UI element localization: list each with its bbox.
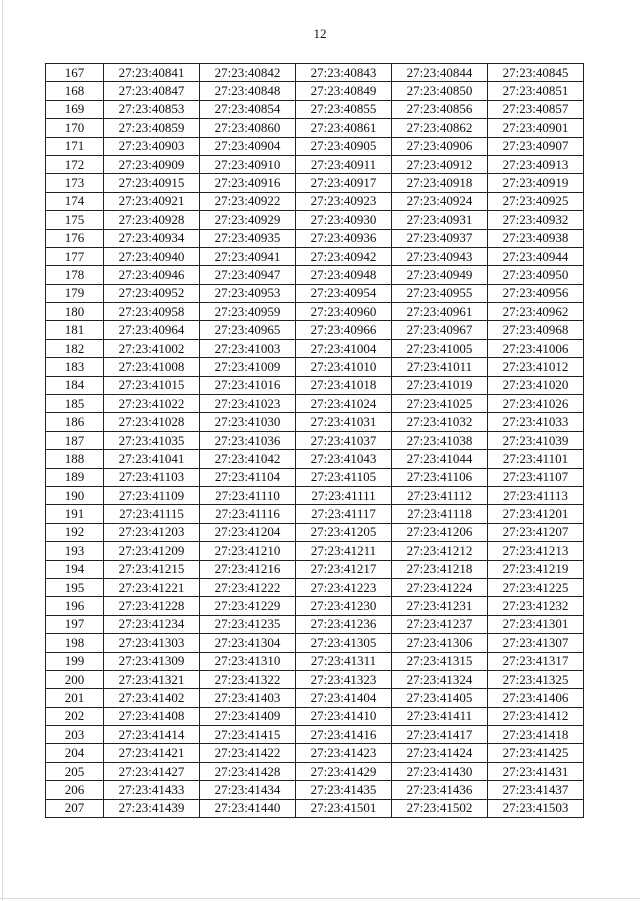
row-number-cell: 201 — [46, 689, 104, 707]
cadastral-number-cell: 27:23:40940 — [104, 247, 200, 265]
cadastral-number-cell: 27:23:40844 — [392, 64, 488, 82]
row-number-cell: 174 — [46, 192, 104, 210]
table-row — [46, 303, 584, 321]
cadastral-number-cell: 27:23:41115 — [104, 505, 200, 523]
cadastral-number-cell: 27:23:40903 — [104, 137, 200, 155]
cadastral-number-cell: 27:23:41424 — [392, 744, 488, 762]
cadastral-number-cell: 27:23:41113 — [488, 486, 584, 504]
cadastral-number-cell: 27:23:41215 — [104, 560, 200, 578]
cadastral-number-cell: 27:23:40919 — [488, 174, 584, 192]
cadastral-number-cell: 27:23:40909 — [104, 155, 200, 173]
cadastral-number-cell: 27:23:41109 — [104, 486, 200, 504]
cadastral-number-cell: 27:23:41032 — [392, 413, 488, 431]
table-row — [46, 376, 584, 394]
cadastral-number-cell: 27:23:41110 — [200, 486, 296, 504]
cadastral-number-cell: 27:23:41402 — [104, 689, 200, 707]
cadastral-number-cell: 27:23:41307 — [488, 634, 584, 652]
cadastral-number-cell: 27:23:40924 — [392, 192, 488, 210]
row-number-cell: 167 — [46, 64, 104, 82]
cadastral-number-cell: 27:23:41011 — [392, 358, 488, 376]
row-number-cell: 186 — [46, 413, 104, 431]
table-row — [46, 321, 584, 339]
cadastral-number-cell: 27:23:41434 — [200, 781, 296, 799]
table-row — [46, 615, 584, 633]
cadastral-number-cell: 27:23:41042 — [200, 450, 296, 468]
table-row — [46, 450, 584, 468]
cadastral-number-cell: 27:23:41228 — [104, 597, 200, 615]
cadastral-number-cell: 27:23:40905 — [296, 137, 392, 155]
row-number-cell: 179 — [46, 284, 104, 302]
cadastral-number-cell: 27:23:41213 — [488, 542, 584, 560]
table-row — [46, 247, 584, 265]
cadastral-number-cell: 27:23:40964 — [104, 321, 200, 339]
table-row — [46, 64, 584, 82]
row-number-cell: 172 — [46, 155, 104, 173]
cadastral-table-container — [45, 63, 584, 818]
cadastral-number-cell: 27:23:41038 — [392, 431, 488, 449]
row-number-cell: 189 — [46, 468, 104, 486]
row-number-cell: 206 — [46, 781, 104, 799]
cadastral-number-cell: 27:23:41116 — [200, 505, 296, 523]
cadastral-number-cell: 27:23:41221 — [104, 578, 200, 596]
table-row — [46, 266, 584, 284]
cadastral-number-cell: 27:23:41043 — [296, 450, 392, 468]
cadastral-number-cell: 27:23:40922 — [200, 192, 296, 210]
table-row — [46, 523, 584, 541]
cadastral-number-cell: 27:23:40850 — [392, 82, 488, 100]
cadastral-number-cell: 27:23:40967 — [392, 321, 488, 339]
cadastral-number-cell: 27:23:40966 — [296, 321, 392, 339]
cadastral-number-cell: 27:23:41410 — [296, 707, 392, 725]
cadastral-number-cell: 27:23:41317 — [488, 652, 584, 670]
cadastral-number-cell: 27:23:41229 — [200, 597, 296, 615]
cadastral-number-cell: 27:23:40843 — [296, 64, 392, 82]
cadastral-number-cell: 27:23:41222 — [200, 578, 296, 596]
cadastral-number-cell: 27:23:41439 — [104, 799, 200, 817]
cadastral-number-cell: 27:23:41205 — [296, 523, 392, 541]
cadastral-number-cell: 27:23:41310 — [200, 652, 296, 670]
cadastral-number-cell: 27:23:41009 — [200, 358, 296, 376]
cadastral-number-cell: 27:23:41003 — [200, 339, 296, 357]
row-number-cell: 170 — [46, 119, 104, 137]
cadastral-number-cell: 27:23:41203 — [104, 523, 200, 541]
cadastral-number-cell: 27:23:40915 — [104, 174, 200, 192]
cadastral-number-cell: 27:23:41111 — [296, 486, 392, 504]
cadastral-number-cell: 27:23:40937 — [392, 229, 488, 247]
cadastral-number-cell: 27:23:41019 — [392, 376, 488, 394]
cadastral-number-cell: 27:23:40961 — [392, 303, 488, 321]
row-number-cell: 183 — [46, 358, 104, 376]
cadastral-number-cell: 27:23:41418 — [488, 726, 584, 744]
cadastral-number-cell: 27:23:41409 — [200, 707, 296, 725]
cadastral-number-cell: 27:23:40938 — [488, 229, 584, 247]
row-number-cell: 196 — [46, 597, 104, 615]
cadastral-number-cell: 27:23:41322 — [200, 670, 296, 688]
cadastral-number-cell: 27:23:40941 — [200, 247, 296, 265]
table-row — [46, 211, 584, 229]
cadastral-number-cell: 27:23:41437 — [488, 781, 584, 799]
cadastral-number-cell: 27:23:40931 — [392, 211, 488, 229]
row-number-cell: 199 — [46, 652, 104, 670]
table-row — [46, 100, 584, 118]
cadastral-number-cell: 27:23:41224 — [392, 578, 488, 596]
cadastral-number-cell: 27:23:40912 — [392, 155, 488, 173]
cadastral-number-cell: 27:23:41236 — [296, 615, 392, 633]
cadastral-number-cell: 27:23:41037 — [296, 431, 392, 449]
table-row — [46, 652, 584, 670]
cadastral-number-cell: 27:23:41018 — [296, 376, 392, 394]
row-number-cell: 182 — [46, 339, 104, 357]
table-row — [46, 119, 584, 137]
cadastral-number-cell: 27:23:40841 — [104, 64, 200, 82]
cadastral-number-cell: 27:23:40943 — [392, 247, 488, 265]
cadastral-number-cell: 27:23:41035 — [104, 431, 200, 449]
cadastral-number-cell: 27:23:40965 — [200, 321, 296, 339]
cadastral-number-cell: 27:23:41204 — [200, 523, 296, 541]
row-number-cell: 176 — [46, 229, 104, 247]
table-row — [46, 155, 584, 173]
cadastral-number-cell: 27:23:41431 — [488, 762, 584, 780]
cadastral-number-cell: 27:23:40952 — [104, 284, 200, 302]
cadastral-number-cell: 27:23:40904 — [200, 137, 296, 155]
cadastral-number-cell: 27:23:41406 — [488, 689, 584, 707]
table-row — [46, 542, 584, 560]
cadastral-number-cell: 27:23:41417 — [392, 726, 488, 744]
cadastral-number-cell: 27:23:40851 — [488, 82, 584, 100]
cadastral-number-cell: 27:23:40923 — [296, 192, 392, 210]
cadastral-number-cell: 27:23:41234 — [104, 615, 200, 633]
cadastral-number-cell: 27:23:40962 — [488, 303, 584, 321]
row-number-cell: 194 — [46, 560, 104, 578]
row-number-cell: 202 — [46, 707, 104, 725]
cadastral-number-cell: 27:23:41425 — [488, 744, 584, 762]
table-row — [46, 505, 584, 523]
cadastral-number-cell: 27:23:40907 — [488, 137, 584, 155]
cadastral-number-cell: 27:23:40935 — [200, 229, 296, 247]
cadastral-number-cell: 27:23:41411 — [392, 707, 488, 725]
cadastral-number-cell: 27:23:41004 — [296, 339, 392, 357]
cadastral-number-cell: 27:23:41036 — [200, 431, 296, 449]
cadastral-number-cell: 27:23:41104 — [200, 468, 296, 486]
row-number-cell: 181 — [46, 321, 104, 339]
table-row — [46, 229, 584, 247]
cadastral-number-cell: 27:23:41321 — [104, 670, 200, 688]
table-row — [46, 468, 584, 486]
row-number-cell: 177 — [46, 247, 104, 265]
cadastral-number-cell: 27:23:40968 — [488, 321, 584, 339]
table-row — [46, 689, 584, 707]
cadastral-number-cell: 27:23:41210 — [200, 542, 296, 560]
cadastral-number-cell: 27:23:40855 — [296, 100, 392, 118]
cadastral-number-cell: 27:23:40921 — [104, 192, 200, 210]
cadastral-number-cell: 27:23:41041 — [104, 450, 200, 468]
cadastral-number-cell: 27:23:40859 — [104, 119, 200, 137]
cadastral-number-cell: 27:23:41033 — [488, 413, 584, 431]
cadastral-number-cell: 27:23:41231 — [392, 597, 488, 615]
cadastral-number-cell: 27:23:41106 — [392, 468, 488, 486]
cadastral-number-cell: 27:23:41219 — [488, 560, 584, 578]
row-number-cell: 197 — [46, 615, 104, 633]
row-number-cell: 198 — [46, 634, 104, 652]
cadastral-number-cell: 27:23:40959 — [200, 303, 296, 321]
cadastral-number-cell: 27:23:41433 — [104, 781, 200, 799]
row-number-cell: 207 — [46, 799, 104, 817]
cadastral-number-cell: 27:23:41414 — [104, 726, 200, 744]
cadastral-number-cell: 27:23:41435 — [296, 781, 392, 799]
cadastral-number-cell: 27:23:41325 — [488, 670, 584, 688]
cadastral-number-cell: 27:23:40857 — [488, 100, 584, 118]
cadastral-number-cell: 27:23:41225 — [488, 578, 584, 596]
table-row — [46, 762, 584, 780]
table-row — [46, 707, 584, 725]
cadastral-number-cell: 27:23:40950 — [488, 266, 584, 284]
cadastral-number-cell: 27:23:40856 — [392, 100, 488, 118]
cadastral-number-cell: 27:23:40845 — [488, 64, 584, 82]
cadastral-number-cell: 27:23:41016 — [200, 376, 296, 394]
cadastral-number-cell: 27:23:41423 — [296, 744, 392, 762]
table-row — [46, 395, 584, 413]
table-row — [46, 486, 584, 504]
table-row — [46, 358, 584, 376]
cadastral-number-cell: 27:23:41304 — [200, 634, 296, 652]
cadastral-number-cell: 27:23:41212 — [392, 542, 488, 560]
cadastral-number-cell: 27:23:40913 — [488, 155, 584, 173]
table-row — [46, 634, 584, 652]
cadastral-number-cell: 27:23:40932 — [488, 211, 584, 229]
cadastral-number-cell: 27:23:41408 — [104, 707, 200, 725]
cadastral-number-cell: 27:23:41107 — [488, 468, 584, 486]
cadastral-number-cell: 27:23:40955 — [392, 284, 488, 302]
cadastral-number-cell: 27:23:41428 — [200, 762, 296, 780]
cadastral-number-cell: 27:23:40946 — [104, 266, 200, 284]
scan-edge-left — [2, 0, 3, 901]
table-row — [46, 431, 584, 449]
row-number-cell: 173 — [46, 174, 104, 192]
cadastral-number-cell: 27:23:41028 — [104, 413, 200, 431]
cadastral-number-cell: 27:23:40862 — [392, 119, 488, 137]
cadastral-number-cell: 27:23:41206 — [392, 523, 488, 541]
row-number-cell: 191 — [46, 505, 104, 523]
table-row — [46, 137, 584, 155]
cadastral-number-cell: 27:23:41010 — [296, 358, 392, 376]
cadastral-number-cell: 27:23:41301 — [488, 615, 584, 633]
cadastral-number-cell: 27:23:40930 — [296, 211, 392, 229]
cadastral-number-cell: 27:23:41305 — [296, 634, 392, 652]
row-number-cell: 184 — [46, 376, 104, 394]
cadastral-number-cell: 27:23:40860 — [200, 119, 296, 137]
cadastral-number-cell: 27:23:41030 — [200, 413, 296, 431]
cadastral-number-cell: 27:23:41031 — [296, 413, 392, 431]
cadastral-number-cell: 27:23:40911 — [296, 155, 392, 173]
cadastral-number-cell: 27:23:40861 — [296, 119, 392, 137]
cadastral-number-cell: 27:23:41503 — [488, 799, 584, 817]
cadastral-number-cell: 27:23:40906 — [392, 137, 488, 155]
cadastral-number-cell: 27:23:41303 — [104, 634, 200, 652]
row-number-cell: 185 — [46, 395, 104, 413]
cadastral-number-cell: 27:23:41023 — [200, 395, 296, 413]
row-number-cell: 187 — [46, 431, 104, 449]
row-number-cell: 204 — [46, 744, 104, 762]
cadastral-number-cell: 27:23:41315 — [392, 652, 488, 670]
scan-edge-bottom — [0, 898, 640, 899]
cadastral-number-cell: 27:23:41207 — [488, 523, 584, 541]
cadastral-number-cell: 27:23:41429 — [296, 762, 392, 780]
cadastral-number-cell: 27:23:41022 — [104, 395, 200, 413]
cadastral-number-cell: 27:23:40910 — [200, 155, 296, 173]
row-number-cell: 200 — [46, 670, 104, 688]
cadastral-number-cell: 27:23:41044 — [392, 450, 488, 468]
cadastral-number-cell: 27:23:40949 — [392, 266, 488, 284]
row-number-cell: 171 — [46, 137, 104, 155]
cadastral-number-cell: 27:23:40958 — [104, 303, 200, 321]
row-number-cell: 168 — [46, 82, 104, 100]
cadastral-number-cell: 27:23:40947 — [200, 266, 296, 284]
cadastral-number-cell: 27:23:41039 — [488, 431, 584, 449]
cadastral-number-cell: 27:23:41324 — [392, 670, 488, 688]
cadastral-number-cell: 27:23:41501 — [296, 799, 392, 817]
table-body — [46, 64, 584, 818]
cadastral-number-cell: 27:23:41211 — [296, 542, 392, 560]
cadastral-number-cell: 27:23:41306 — [392, 634, 488, 652]
cadastral-number-cell: 27:23:41209 — [104, 542, 200, 560]
cadastral-number-cell: 27:23:41421 — [104, 744, 200, 762]
row-number-cell: 203 — [46, 726, 104, 744]
cadastral-number-cell: 27:23:41405 — [392, 689, 488, 707]
cadastral-number-cell: 27:23:41223 — [296, 578, 392, 596]
cadastral-number-cell: 27:23:40944 — [488, 247, 584, 265]
cadastral-number-cell: 27:23:41235 — [200, 615, 296, 633]
cadastral-number-cell: 27:23:40960 — [296, 303, 392, 321]
cadastral-number-cell: 27:23:40853 — [104, 100, 200, 118]
cadastral-number-cell: 27:23:40928 — [104, 211, 200, 229]
row-number-cell: 205 — [46, 762, 104, 780]
cadastral-number-cell: 27:23:41101 — [488, 450, 584, 468]
table-row — [46, 597, 584, 615]
table-row — [46, 744, 584, 762]
cadastral-number-cell: 27:23:41436 — [392, 781, 488, 799]
cadastral-number-cell: 27:23:41105 — [296, 468, 392, 486]
table-row — [46, 726, 584, 744]
cadastral-number-cell: 27:23:40916 — [200, 174, 296, 192]
row-number-cell: 193 — [46, 542, 104, 560]
cadastral-number-cell: 27:23:41112 — [392, 486, 488, 504]
cadastral-number-cell: 27:23:40917 — [296, 174, 392, 192]
cadastral-number-cell: 27:23:40948 — [296, 266, 392, 284]
cadastral-number-cell: 27:23:41218 — [392, 560, 488, 578]
table-row — [46, 781, 584, 799]
cadastral-number-cell: 27:23:41015 — [104, 376, 200, 394]
cadastral-number-cell: 27:23:41006 — [488, 339, 584, 357]
cadastral-number-cell: 27:23:41415 — [200, 726, 296, 744]
cadastral-number-cell: 27:23:41012 — [488, 358, 584, 376]
table-row — [46, 578, 584, 596]
cadastral-number-cell: 27:23:41311 — [296, 652, 392, 670]
table-row — [46, 174, 584, 192]
cadastral-number-cell: 27:23:41440 — [200, 799, 296, 817]
cadastral-number-cell: 27:23:40954 — [296, 284, 392, 302]
row-number-cell: 190 — [46, 486, 104, 504]
cadastral-number-cell: 27:23:40925 — [488, 192, 584, 210]
row-number-cell: 169 — [46, 100, 104, 118]
cadastral-number-cell: 27:23:41309 — [104, 652, 200, 670]
table-row — [46, 82, 584, 100]
cadastral-number-cell: 27:23:40849 — [296, 82, 392, 100]
cadastral-table — [45, 63, 584, 818]
row-number-cell: 192 — [46, 523, 104, 541]
table-row — [46, 413, 584, 431]
cadastral-number-cell: 27:23:40842 — [200, 64, 296, 82]
cadastral-number-cell: 27:23:40942 — [296, 247, 392, 265]
cadastral-number-cell: 27:23:41217 — [296, 560, 392, 578]
cadastral-number-cell: 27:23:40936 — [296, 229, 392, 247]
cadastral-number-cell: 27:23:41412 — [488, 707, 584, 725]
row-number-cell: 188 — [46, 450, 104, 468]
cadastral-number-cell: 27:23:40901 — [488, 119, 584, 137]
row-number-cell: 195 — [46, 578, 104, 596]
cadastral-number-cell: 27:23:41201 — [488, 505, 584, 523]
cadastral-number-cell: 27:23:41216 — [200, 560, 296, 578]
cadastral-number-cell: 27:23:41026 — [488, 395, 584, 413]
table-row — [46, 560, 584, 578]
table-row — [46, 339, 584, 357]
cadastral-number-cell: 27:23:40848 — [200, 82, 296, 100]
cadastral-number-cell: 27:23:41025 — [392, 395, 488, 413]
row-number-cell: 175 — [46, 211, 104, 229]
cadastral-number-cell: 27:23:40953 — [200, 284, 296, 302]
cadastral-number-cell: 27:23:40854 — [200, 100, 296, 118]
cadastral-number-cell: 27:23:41502 — [392, 799, 488, 817]
cadastral-number-cell: 27:23:41237 — [392, 615, 488, 633]
cadastral-number-cell: 27:23:41430 — [392, 762, 488, 780]
cadastral-number-cell: 27:23:41232 — [488, 597, 584, 615]
page-number: 12 — [313, 26, 327, 41]
cadastral-number-cell: 27:23:40918 — [392, 174, 488, 192]
cadastral-number-cell: 27:23:41118 — [392, 505, 488, 523]
row-number-cell: 180 — [46, 303, 104, 321]
cadastral-number-cell: 27:23:41422 — [200, 744, 296, 762]
cadastral-number-cell: 27:23:41230 — [296, 597, 392, 615]
table-row — [46, 670, 584, 688]
cadastral-number-cell: 27:23:40929 — [200, 211, 296, 229]
cadastral-number-cell: 27:23:41020 — [488, 376, 584, 394]
cadastral-number-cell: 27:23:41005 — [392, 339, 488, 357]
cadastral-number-cell: 27:23:41117 — [296, 505, 392, 523]
cadastral-number-cell: 27:23:41323 — [296, 670, 392, 688]
table-row — [46, 799, 584, 817]
cadastral-number-cell: 27:23:41403 — [200, 689, 296, 707]
cadastral-number-cell: 27:23:41103 — [104, 468, 200, 486]
table-row — [46, 284, 584, 302]
table-row — [46, 192, 584, 210]
cadastral-number-cell: 27:23:40847 — [104, 82, 200, 100]
row-number-cell: 178 — [46, 266, 104, 284]
cadastral-number-cell: 27:23:41404 — [296, 689, 392, 707]
cadastral-number-cell: 27:23:40956 — [488, 284, 584, 302]
cadastral-number-cell: 27:23:41427 — [104, 762, 200, 780]
cadastral-number-cell: 27:23:41024 — [296, 395, 392, 413]
cadastral-number-cell: 27:23:41008 — [104, 358, 200, 376]
cadastral-number-cell: 27:23:41416 — [296, 726, 392, 744]
cadastral-number-cell: 27:23:40934 — [104, 229, 200, 247]
cadastral-number-cell: 27:23:41002 — [104, 339, 200, 357]
